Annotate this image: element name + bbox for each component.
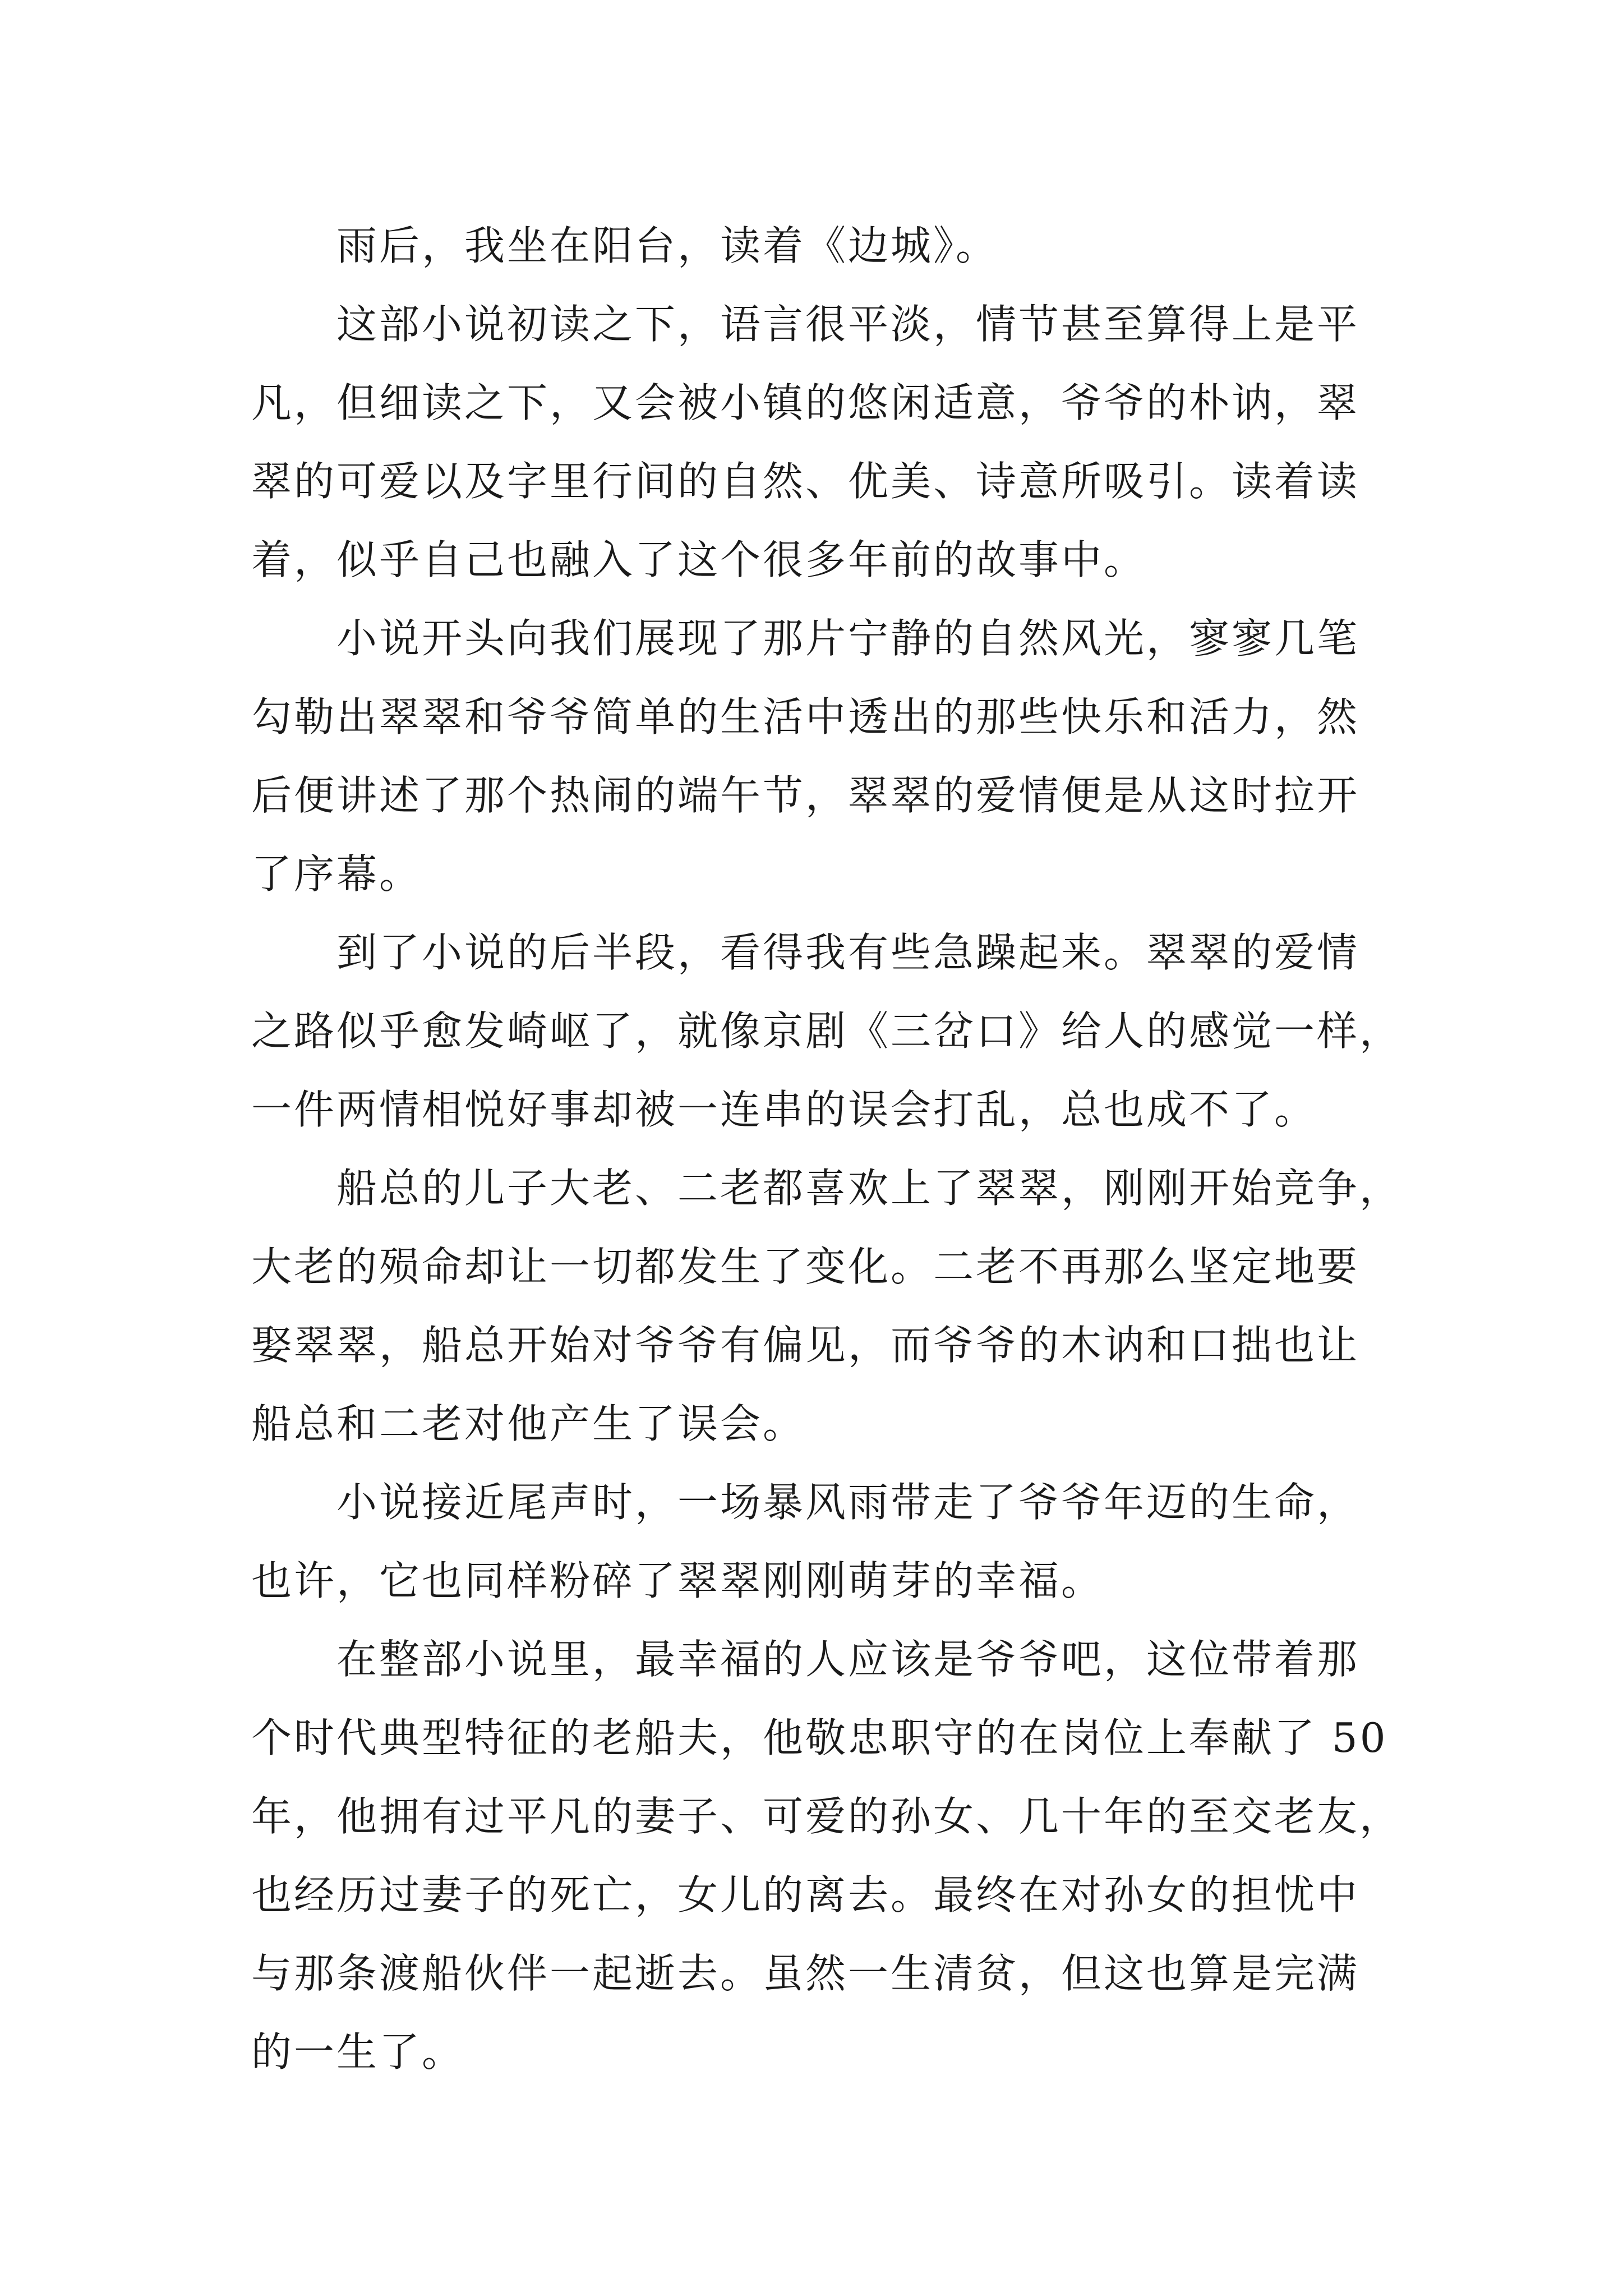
paragraph-line: 小说接近尾声时，一场暴风雨带走了爷爷年迈的生命， bbox=[336, 1479, 1360, 1526]
paragraph-4 bbox=[251, 913, 1403, 1149]
paragraph-line: 翠的可爱以及字里行间的自然、优美、诗意所吸引。读着读 bbox=[251, 458, 1360, 505]
paragraph-line: 大老的殒命却让一切都发生了变化。二老不再那么坚定地要 bbox=[251, 1243, 1360, 1290]
paragraph-line: 之路似乎愈发崎岖了，就像京剧《三岔口》给人的感觉一样， bbox=[251, 1007, 1403, 1055]
document-body bbox=[251, 206, 1403, 2091]
paragraph-1 bbox=[251, 206, 1395, 285]
paragraph-line: 到了小说的后半段，看得我有些急躁起来。翠翠的爱情 bbox=[336, 929, 1360, 976]
paragraph-line: 了序幕。 bbox=[251, 850, 422, 898]
paragraph-line: 船总和二老对他产生了误会。 bbox=[251, 1400, 806, 1447]
paragraph-5 bbox=[251, 1149, 1403, 1463]
paragraph-line: 在整部小说里，最幸福的人应该是爷爷吧，这位带着那 bbox=[336, 1636, 1360, 1683]
paragraph-line: 一件两情相悦好事却被一连串的误会打乱，总也成不了。 bbox=[251, 1086, 1317, 1133]
paragraph-line: 船总的儿子大老、二老都喜欢上了翠翠，刚刚开始竞争， bbox=[336, 1165, 1403, 1212]
paragraph-7 bbox=[251, 1620, 1403, 2091]
paragraph-line: 娶翠翠，船总开始对爷爷有偏见，而爷爷的木讷和口拙也让 bbox=[251, 1322, 1360, 1369]
paragraph-line: 年，他拥有过平凡的妻子、可爱的孙女、几十年的至交老友， bbox=[251, 1793, 1403, 1840]
paragraph-line: 个时代典型特征的老船夫，他敬忠职守的在岗位上奉献了 50 bbox=[251, 1714, 1388, 1761]
paragraph-line: 也经历过妻子的死亡，女儿的离去。最终在对孙女的担忧中 bbox=[251, 1871, 1360, 1918]
paragraph-line: 着，似乎自己也融入了这个很多年前的故事中。 bbox=[251, 536, 1147, 583]
paragraph-3 bbox=[251, 599, 1395, 913]
paragraph-line: 的一生了。 bbox=[251, 2028, 465, 2076]
paragraph-line: 与那条渡船伙伴一起逝去。虽然一生清贫，但这也算是完满 bbox=[251, 1950, 1360, 1997]
paragraph-line: 也许，它也同样粉碎了翠翠刚刚萌芽的幸福。 bbox=[251, 1557, 1104, 1604]
paragraph-line: 雨后，我坐在阳台，读着《边城》。 bbox=[336, 222, 999, 269]
paragraph-line: 后便讲述了那个热闹的端午节，翠翠的爱情便是从这时拉开 bbox=[251, 772, 1360, 819]
paragraph-line: 这部小说初读之下，语言很平淡，情节甚至算得上是平 bbox=[336, 301, 1360, 348]
paragraph-2 bbox=[251, 285, 1395, 599]
paragraph-line: 凡，但细读之下，又会被小镇的悠闲适意，爷爷的朴讷，翠 bbox=[251, 379, 1360, 426]
paragraph-line: 勾勒出翠翠和爷爷简单的生活中透出的那些快乐和活力，然 bbox=[251, 693, 1360, 740]
paragraph-6 bbox=[251, 1463, 1395, 1620]
paragraph-line: 小说开头向我们展现了那片宁静的自然风光，寥寥几笔 bbox=[336, 615, 1360, 662]
